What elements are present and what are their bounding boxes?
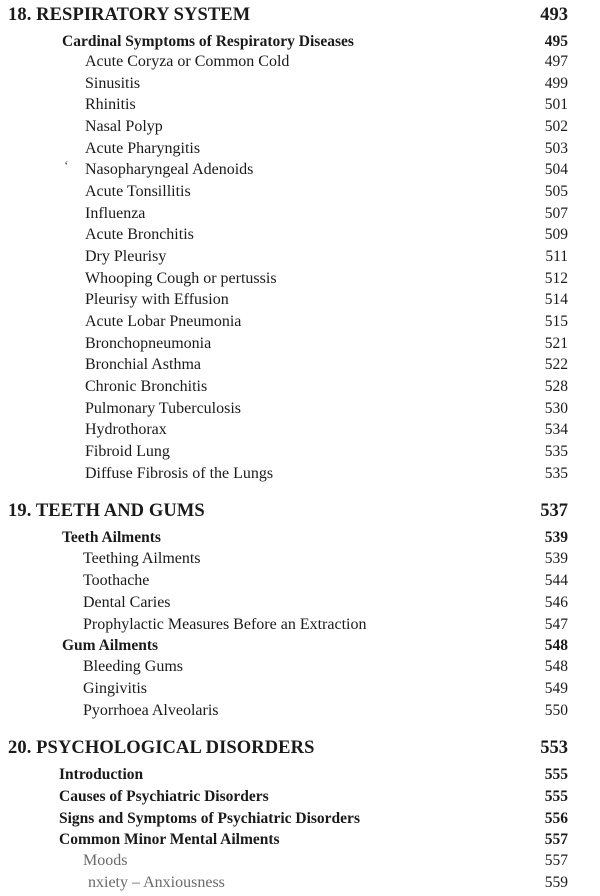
toc-entry: [0, 270, 600, 292]
entry-page: 546: [544, 594, 568, 611]
section-page: 557: [544, 831, 568, 848]
entry-title: Nasopharyngeal Adenoids: [85, 161, 254, 178]
entry-page: 497: [544, 53, 568, 70]
entry-page: 544: [544, 572, 568, 589]
toc-entry: [0, 226, 600, 248]
toc-entry: [0, 75, 600, 97]
toc-entry: [0, 291, 600, 313]
entry-title: Acute Coryza or Common Cold: [85, 53, 290, 70]
section-heading: [0, 529, 600, 551]
entry-title: Moods: [83, 852, 128, 869]
entry-page: 504: [544, 161, 568, 178]
toc-entry: [0, 161, 600, 183]
toc-entry: [0, 183, 600, 205]
toc-entry: [0, 443, 600, 465]
chapter-heading: [0, 5, 600, 27]
entry-page: 548: [544, 658, 568, 675]
toc-entry: [0, 852, 600, 874]
entry-page: 528: [544, 378, 568, 395]
toc-entry: [0, 356, 600, 378]
toc-entry: [0, 616, 600, 638]
chapter-page: 537: [540, 501, 568, 521]
toc-entry: [0, 313, 600, 335]
section-title: Teeth Ailments: [62, 529, 161, 546]
entry-page: 550: [544, 702, 568, 719]
section-page: 555: [544, 766, 568, 783]
entry-page: 547: [544, 616, 568, 633]
entry-title: Dry Pleurisy: [85, 248, 167, 265]
section-heading: [0, 788, 600, 810]
entry-title: Pyorrhoea Alveolaris: [83, 702, 219, 719]
entry-title: Chronic Bronchitis: [85, 378, 208, 395]
toc-entry: [0, 874, 600, 896]
section-heading: [0, 810, 600, 832]
section-page: 556: [544, 810, 568, 827]
entry-page: 534: [544, 421, 568, 438]
toc-entry: [0, 702, 600, 724]
toc-entry: [0, 335, 600, 357]
section-page: 539: [544, 529, 568, 546]
entry-title: Acute Lobar Pneumonia: [85, 313, 242, 330]
entry-page: 509: [544, 226, 568, 243]
toc-entry: [0, 118, 600, 140]
toc-entry: [0, 421, 600, 443]
entry-title: Sinusitis: [85, 75, 141, 92]
chapter-title: 18. RESPIRATORY SYSTEM: [8, 5, 251, 25]
section-heading: [0, 831, 600, 853]
entry-page: 502: [544, 118, 568, 135]
entry-page: 557: [544, 852, 568, 869]
entry-title: Fibroid Lung: [85, 443, 170, 460]
section-page: 495: [544, 33, 568, 50]
entry-title: Diffuse Fibrosis of the Lungs: [85, 465, 274, 482]
entry-page: 521: [544, 335, 568, 352]
entry-title: Gingivitis: [83, 680, 148, 697]
chapter-page: 493: [540, 5, 568, 25]
entry-page: 515: [544, 313, 568, 330]
entry-page: 507: [544, 205, 568, 222]
section-title: Common Minor Mental Ailments: [59, 831, 280, 848]
entry-title: Bronchial Asthma: [85, 356, 201, 373]
stray-mark: ʻ: [64, 159, 69, 174]
entry-title: Prophylactic Measures Before an Extraction: [83, 616, 367, 633]
chapter-heading: [0, 738, 600, 760]
toc-entry: [0, 550, 600, 572]
section-page: 555: [544, 788, 568, 805]
entry-title: Bleeding Gums: [83, 658, 183, 675]
toc-entry: [0, 96, 600, 118]
entry-page: 559: [544, 874, 568, 891]
entry-title: Hydrothorax: [85, 421, 167, 438]
entry-title: Bronchopneumonia: [85, 335, 212, 352]
entry-page: 503: [544, 140, 568, 157]
section-heading: [0, 766, 600, 788]
entry-page: 522: [544, 356, 568, 373]
toc-entry: [0, 248, 600, 270]
chapter-page: 553: [540, 738, 568, 758]
entry-page: 514: [544, 291, 568, 308]
entry-page: 499: [544, 75, 568, 92]
toc-entry: [0, 140, 600, 162]
entry-page: 549: [544, 680, 568, 697]
entry-title: Dental Caries: [83, 594, 171, 611]
chapter-heading: [0, 501, 600, 523]
entry-title: Acute Pharyngitis: [85, 140, 201, 157]
section-heading: [0, 637, 600, 659]
toc-entry: [0, 572, 600, 594]
entry-page: 530: [544, 400, 568, 417]
toc-entry: [0, 400, 600, 422]
entry-title: Influenza: [85, 205, 146, 222]
entry-title: Pulmonary Tuberculosis: [85, 400, 242, 417]
entry-title: nxiety – Anxiousness: [88, 874, 225, 891]
section-title: Signs and Symptoms of Psychiatric Disorders: [59, 810, 360, 827]
entry-page: 512: [544, 270, 568, 287]
section-title: Gum Ailments: [62, 637, 159, 654]
entry-title: Acute Tonsillitis: [85, 183, 191, 200]
entry-page: 505: [544, 183, 568, 200]
section-heading: [0, 33, 600, 55]
entry-page: 539: [544, 550, 568, 567]
entry-page: 511: [545, 248, 568, 265]
entry-title: Pleurisy with Effusion: [85, 291, 229, 308]
entry-title: Teething Ailments: [83, 550, 201, 567]
toc-entry: [0, 594, 600, 616]
section-title: Introduction: [59, 766, 144, 783]
chapter-title: 19. TEETH AND GUMS: [8, 501, 205, 521]
toc-entry: [0, 205, 600, 227]
toc-entry: [0, 378, 600, 400]
section-page: 548: [544, 637, 568, 654]
entry-page: 501: [544, 96, 568, 113]
entry-title: Rhinitis: [85, 96, 136, 113]
entry-page: 535: [544, 443, 568, 460]
entry-title: Acute Bronchitis: [85, 226, 194, 243]
section-title: Cardinal Symptoms of Respiratory Diseases: [62, 33, 354, 50]
entry-page: 535: [544, 465, 568, 482]
entry-title: Nasal Polyp: [85, 118, 163, 135]
toc-entry: [0, 465, 600, 487]
entry-title: Toothache: [83, 572, 150, 589]
section-title: Causes of Psychiatric Disorders: [59, 788, 269, 805]
toc-entry: [0, 658, 600, 680]
entry-title: Whooping Cough or pertussis: [85, 270, 277, 287]
toc-entry: [0, 680, 600, 702]
chapter-title: 20. PSYCHOLOGICAL DISORDERS: [8, 738, 315, 758]
toc-entry: [0, 53, 600, 75]
